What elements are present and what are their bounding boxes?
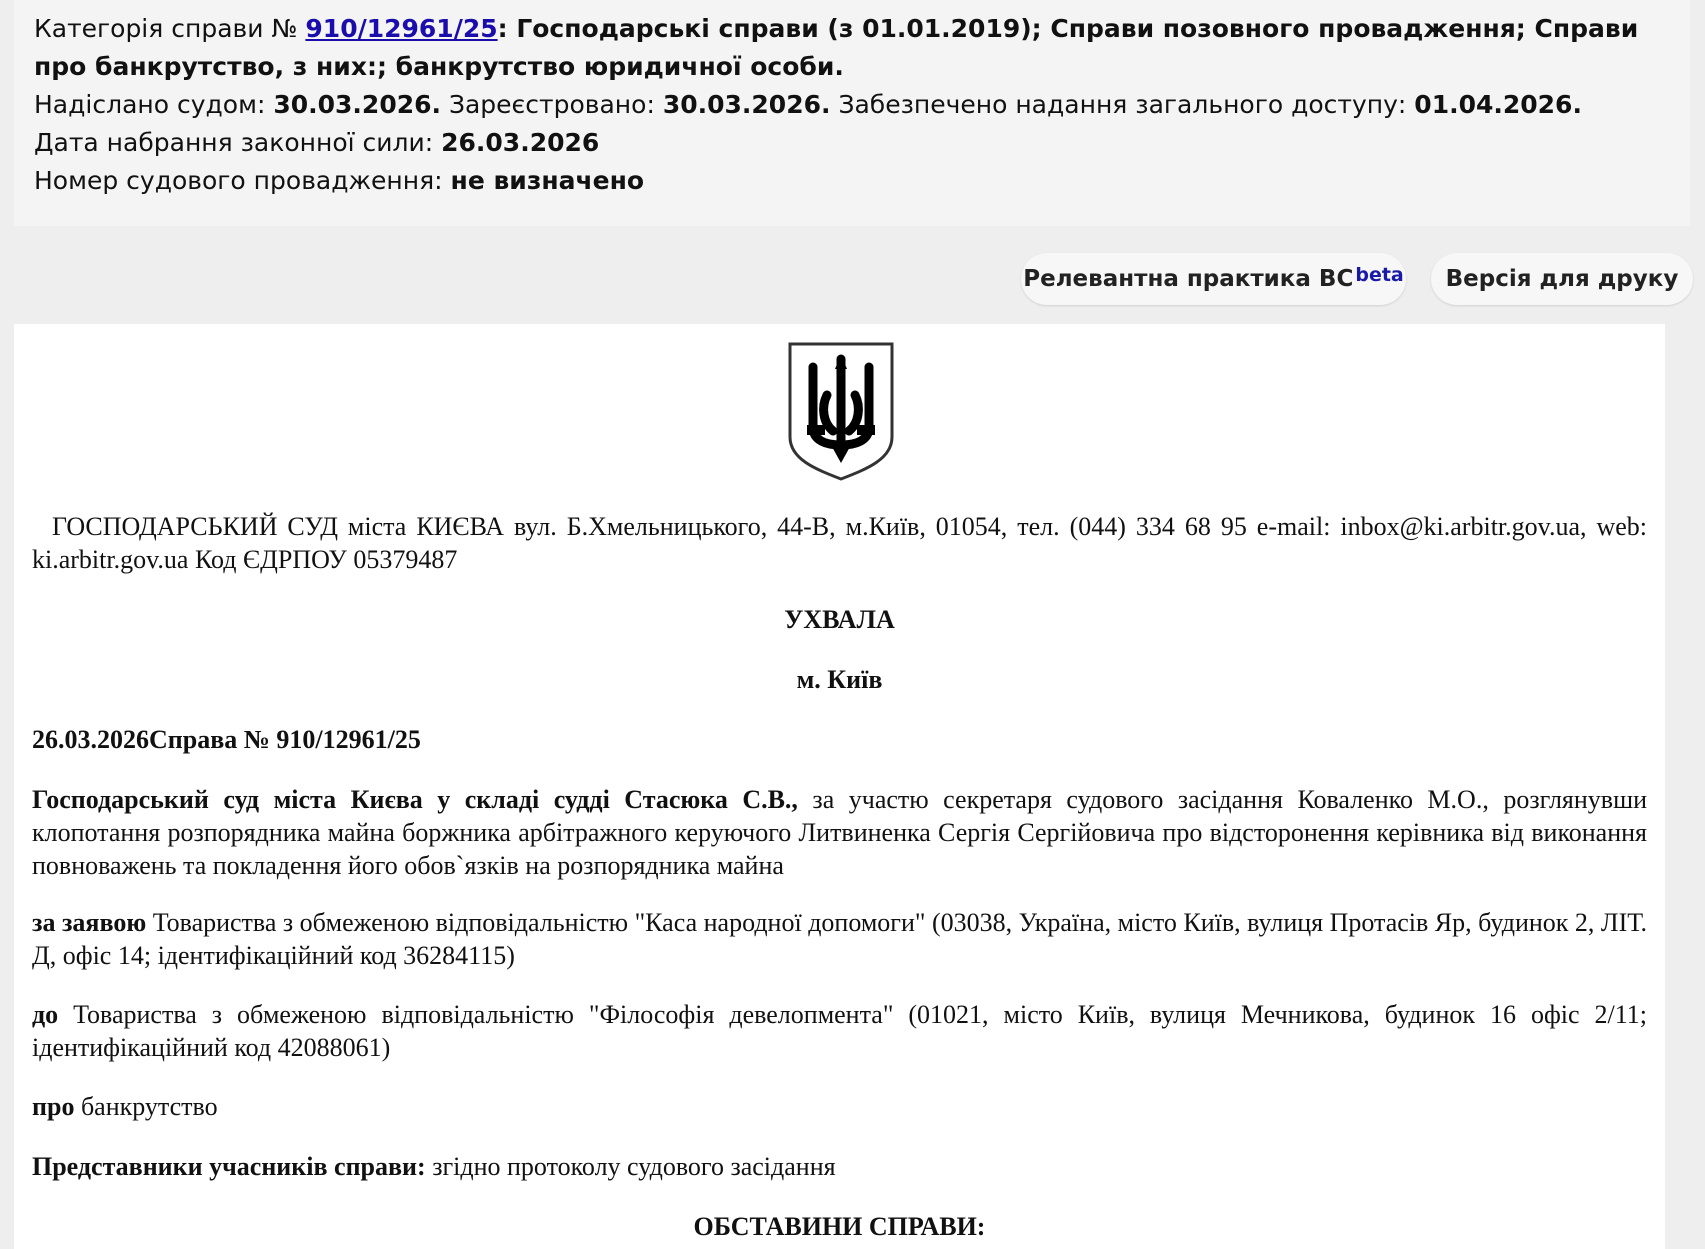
proceeding-number-line [34, 162, 1670, 200]
document-type-text: УХВАЛА [784, 605, 895, 634]
case-category-line [34, 10, 1670, 86]
proceeding-value: не визначено [450, 166, 645, 195]
intro-paragraph [32, 783, 1647, 882]
court-header [32, 510, 1647, 576]
section-heading [32, 1210, 1647, 1243]
court-header-text: ГОСПОДАРСЬКИЙ СУД міста КИЄВА вул. Б.Хмельницького, 44-В, м.Київ, 01054, тел. (044) 334 68 95 e-mail: inbox@ki.arbitr.gov.ua, web: ki.arbitr.gov.ua Код ЄДРПОУ 05379487 [32, 512, 1647, 574]
representatives-bold: Представники учасників справи: [32, 1152, 426, 1181]
document-type [32, 603, 1647, 636]
applicant-text: Товариства з обмеженою відповідальністю "Каса народної допомоги" (03038, Україна, місто Київ, вулиця Протасів Яр, будинок 2, ЛІТ. Д, офіс 14; ідентифікаційний код 36284115) [32, 908, 1648, 970]
date-and-case-number [32, 723, 1647, 756]
applicant-paragraph [32, 906, 1647, 972]
applicant-bold: за заявою [32, 908, 147, 937]
beta-badge: beta [1355, 264, 1404, 286]
dates-line [34, 86, 1670, 124]
debtor-bold: до [32, 1000, 59, 1029]
print-version-label: Версія для друку [1445, 266, 1679, 292]
category-label: Категорія справи № [34, 14, 298, 43]
print-version-button[interactable] [1431, 253, 1693, 305]
proceeding-label: Номер судового провадження: [34, 166, 443, 195]
sent-value: 30.03.2026. [273, 90, 441, 119]
access-label: Забезпечено надання загального доступу: [838, 90, 1407, 119]
category-text: : Господарські справи (з 01.01.2019); Справи позовного провадження; Справи про банкрутство, з них:; банкрутство юридичної особи. [34, 14, 1639, 81]
section-heading-text: ОБСТАВИНИ СПРАВИ: [693, 1212, 986, 1241]
intro-text: за участю секретаря судового засідання Коваленко М.О., розглянувши клопотання розпорядника майна боржника арбітражного керуючого Литвиненка Сергія Сергійовича про відсторонення керівника від виконання повноважень та покладення його обов`язків на розпорядника майна [32, 785, 1647, 880]
court-decision-document [14, 324, 1665, 1249]
case-number-link[interactable]: 910/12961/25 [305, 14, 498, 43]
effective-date-line [34, 124, 1670, 162]
registered-label: Зареєстровано: [448, 90, 655, 119]
debtor-text: Товариства з обмеженою відповідальністю "Філософія девелопмента" (01021, місто Київ, вулиця Мечникова, будинок 16 офіс 2/11; ідентифікаційний код 42088061) [32, 1000, 1647, 1062]
sent-label: Надіслано судом: [34, 90, 266, 119]
relevant-practice-label: Релевантна практика ВС [1023, 266, 1354, 292]
coat-of-arms-icon [787, 341, 895, 481]
representatives-text: згідно протоколу судового засідання [425, 1152, 836, 1181]
case-meta-panel [14, 0, 1690, 226]
effective-label: Дата набрання законної сили: [34, 128, 434, 157]
document-city [32, 663, 1647, 696]
relevant-practice-button[interactable] [1021, 253, 1406, 305]
subject-bold: про [32, 1092, 75, 1121]
intro-bold: Господарський суд міста Києва у складі судді Стасюка С.В., [32, 785, 798, 814]
subject-paragraph [32, 1090, 1647, 1123]
subject-text: банкрутство [74, 1092, 218, 1121]
effective-value: 26.03.2026 [441, 128, 600, 157]
registered-value: 30.03.2026. [662, 90, 831, 119]
date-case-text: 26.03.2026Справа № 910/12961/25 [32, 725, 421, 754]
document-city-text: м. Київ [796, 665, 883, 694]
access-value: 01.04.2026. [1414, 90, 1582, 119]
debtor-paragraph [32, 998, 1647, 1064]
representatives-paragraph [32, 1150, 1647, 1183]
